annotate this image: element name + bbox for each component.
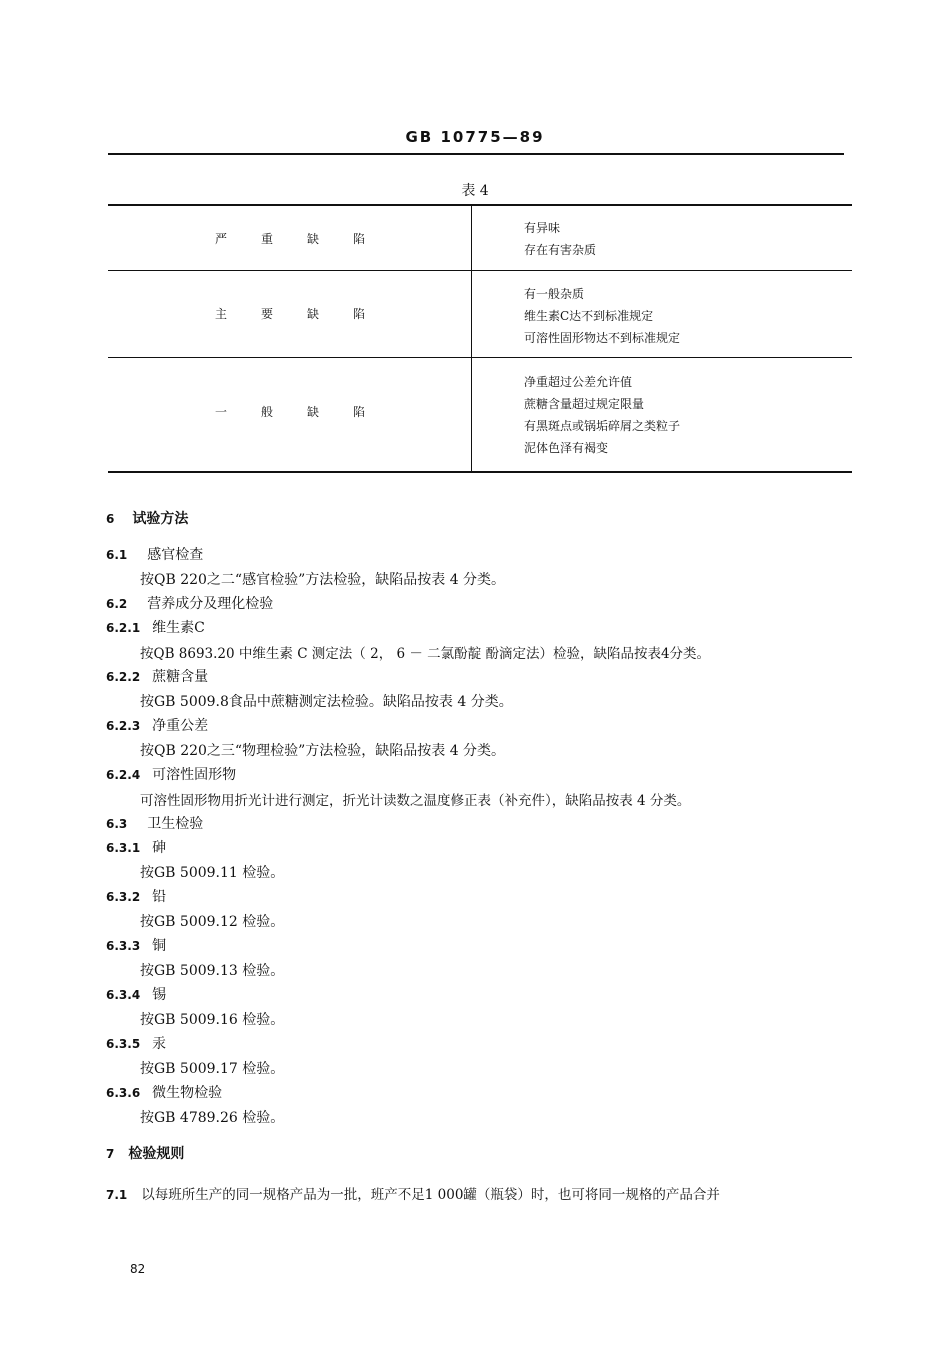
table-bottom-rule	[108, 471, 852, 473]
defect-item: 维生素C达不到标准规定	[524, 309, 654, 323]
section-body: 按QB 220之二“感官检验”方法检验，缺陷品按表 4 分类。	[140, 572, 506, 588]
subsection-heading: 6.3.5 汞	[106, 1036, 167, 1052]
subsection-heading: 6.2.4 可溶性固形物	[106, 767, 237, 783]
defect-list	[524, 283, 680, 349]
subsection-heading: 6.3.3 铜	[106, 938, 167, 954]
defect-list	[524, 217, 596, 261]
defect-list	[524, 371, 680, 459]
defect-item: 有黑斑点或锅垢碎屑之类粒子	[524, 419, 681, 433]
section-body: 按GB 5009.11 检验。	[140, 865, 285, 881]
defect-item: 存在有害杂质	[524, 243, 597, 257]
subsection-heading: 6.2.1 维生素C	[106, 620, 205, 636]
table-category: 主要缺陷	[214, 307, 399, 321]
table-category: 严重缺陷	[214, 232, 399, 246]
table-row-divider	[108, 357, 852, 358]
section-heading: 6 试验方法	[106, 511, 189, 527]
subsection-heading: 6.3.1 砷	[106, 840, 167, 856]
defect-item: 可溶性固形物达不到标准规定	[524, 331, 681, 345]
defect-item: 有异味	[524, 221, 561, 235]
subsection-heading: 6.3.4 锡	[106, 987, 167, 1003]
table-caption: 表 4	[461, 183, 489, 199]
subsection-heading: 6.2.2 蔗糖含量	[106, 669, 209, 685]
defect-item: 有一般杂质	[524, 287, 585, 301]
section-body: 按GB 5009.12 检验。	[140, 914, 285, 930]
table-category: 一般缺陷	[214, 405, 399, 419]
table-top-rule	[108, 204, 852, 206]
section-body: 可溶性固形物用折光计进行测定，折光计读数之温度修正表（补充件），缺陷品按表 4 分类。	[140, 793, 691, 809]
section-body: 按GB 5009.8食品中蔗糖测定法检验。缺陷品按表 4 分类。	[140, 694, 513, 710]
section-body: 按GB 4789.26 检验。	[140, 1110, 285, 1126]
section-body: 按QB 220之三“物理检验”方法检验，缺陷品按表 4 分类。	[140, 743, 506, 759]
defect-item: 泥体色泽有褐变	[524, 441, 609, 455]
header-rule	[108, 153, 844, 155]
page-number: 82	[130, 1262, 146, 1276]
table-row-divider	[108, 270, 852, 271]
section-body: 7.1 以每班所生产的同一规格产品为一批，班产不足1 000罐（瓶袋）时，也可将同一规格的产品合并	[106, 1187, 720, 1203]
section-heading: 7 检验规则	[106, 1146, 185, 1162]
subsection-heading: 6.3.6 微生物检验	[106, 1085, 223, 1101]
section-body: 按GB 5009.13 检验。	[140, 963, 285, 979]
subsection-heading: 6.2.3 净重公差	[106, 718, 209, 734]
defect-item: 蔗糖含量超过规定限量	[524, 397, 645, 411]
subsection-heading: 6.3 卫生检验	[106, 816, 204, 832]
subsection-heading: 6.3.2 铅	[106, 889, 167, 905]
standard-number: GB 10775—89	[405, 128, 545, 146]
section-body: 按GB 5009.17 检验。	[140, 1061, 285, 1077]
subsection-heading: 6.2 营养成分及理化检验	[106, 596, 274, 612]
section-body: 按GB 5009.16 检验。	[140, 1012, 285, 1028]
section-body: 按QB 8693.20 中维生素 C 测定法（ 2， 6 － 二氯酚靛 酚滴定法）检验，缺陷品按表4分类。	[140, 646, 711, 662]
defect-item: 净重超过公差允许值	[524, 375, 633, 389]
subsection-heading: 6.1 感官检查	[106, 547, 204, 563]
